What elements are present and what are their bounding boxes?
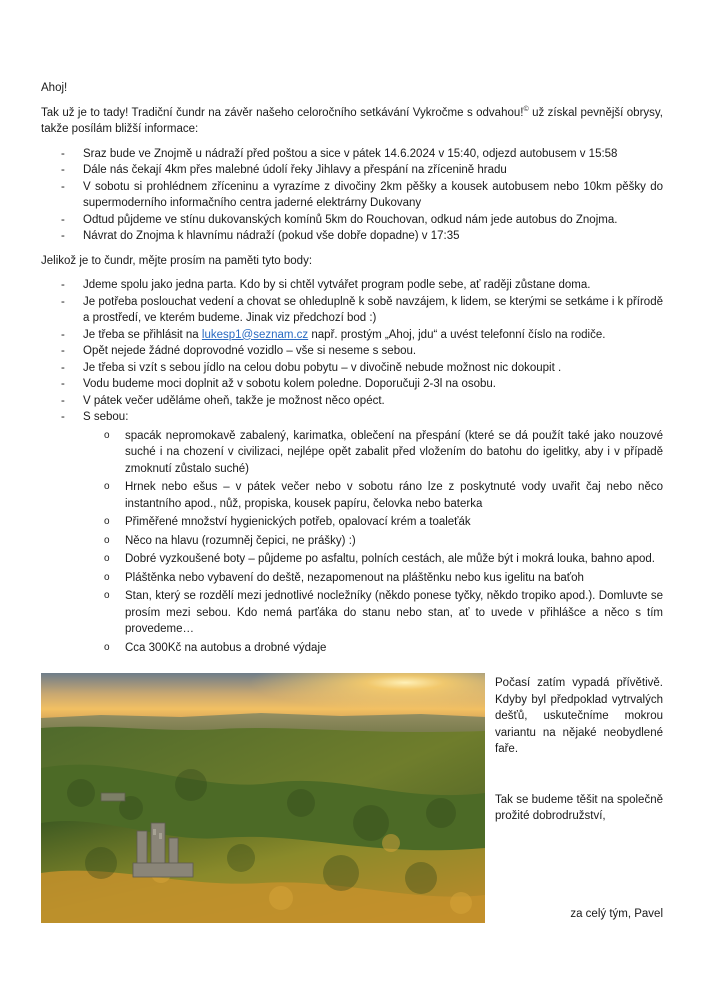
packing-item: o Přiměřené množství hygienických potřeb, opalovací krém a toaleťák [83,514,663,531]
rule-item: - V pátek večer uděláme oheň, takže je možnost něco opéct. [41,393,663,410]
letter-body [41,80,663,664]
rule-item-signup [41,327,663,344]
signup-text-before: Je třeba se přihlásit na [83,328,202,341]
packing-item: o Něco na hlavu (rozumněj čepici, ne prášky) :) [83,533,663,550]
rule-item-packing [41,409,663,656]
signup-text-after: např. prostým „Ahoj, jdu“ a uvést telefonní číslo na rodiče. [308,328,606,341]
copyright-mark: © [523,105,529,113]
packing-list [83,428,663,657]
rule-item: - Je potřeba poslouchat vedení a chovat se ohleduplně k sobě navzájem, k lidem, se kterými se setkáme i k přírodě a prostředí, ve kterém budeme. Jinak viz předchozí bod :) [41,294,663,327]
packing-item: o spacák nepromokavě zabalený, karimatka, oblečení na přespání (které se dá použít také jako nouzové suché i na chození v civilizaci, nejlépe opět zabalit před vložením do batohu do igelitky, aby i v případě zmoknutí zůstalo suché) [83,428,663,478]
rules-intro: Jelikož je to čundr, mějte prosím na paměti tyto body: [41,254,313,267]
intro-rest: už získal pevnější obrysy, takže posílám bližší informace: [41,106,663,135]
schedule-list [41,146,663,245]
rule-item: - Opět nejede žádné doprovodné vozidlo – vše si neseme s sebou. [41,343,663,360]
packing-item: o Hrnek nebo ešus – v pátek večer nebo v sobotu ráno lze z poskytnuté vody uvařit čaj nebo něco instantního apod., nůž, propiska, kousek papíru, čelovka nebo baterka [83,479,663,512]
packing-heading: S sebou: [83,411,129,423]
intro-paragraph [41,105,663,138]
schedule-item: - V sobotu si prohlédnem zříceninu a vyrazíme z divočiny 2km pěšky a kousek autobusem nebo 10km pěšky do supermoderního informačního centra jaderné elektrárny Dukovany [41,179,663,212]
schedule-item: - Návrat do Znojma k hlavnímu nádraží (pokud vše dobře dopadne) v 17:35 [41,228,663,245]
schedule-item: - Dále nás čekají 4km přes malebné údolí řeky Jihlavy a přespání na zřícenině hradu [41,162,663,179]
weather-text: Počasí zatím vypadá přívětivě. Kdyby byl předpoklad vytrvalých dešťů, uskutečníme mokrou variantu na nějaké neobydlené faře. [495,677,663,755]
schedule-item: - Sraz bude ve Znojmě u nádraží před poštou a sice v pátek 14.6.2024 v 15:40, odjezd autobusem v 15:58 [41,146,663,163]
packing-item: o Stan, který se rozdělí mezi jednotlivé nocležníky (někdo ponese tyčky, někdo tropiko apod.). Domluvte se prosím mezi sebou. Kdo nemá parťáka do stanu nebo stan, ať to uvede v přihlášce a něco s tím provedeme… [83,588,663,638]
rules-list [41,277,663,656]
landscape-illustration [41,673,485,923]
closing-text: Tak se budeme těšit na společně prožité dobrodružství, [495,793,663,822]
signature: za celý tým, Pavel [570,908,663,920]
packing-item: o Dobré vyzkoušené boty – půjdeme po asfaltu, polních cestách, ale může být i mokrá louka, bahno apod. [83,551,663,568]
packing-item: o Cca 300Kč na autobus a drobné výdaje [83,640,663,657]
rule-item: - Vodu budeme moci doplnit až v sobotu kolem poledne. Doporučuji 2-3l na osobu. [41,376,663,393]
rule-item: - Jdeme spolu jako jedna parta. Kdo by si chtěl vytvářet program podle sebe, ať raději zůstane doma. [41,277,663,294]
weather-note [495,675,663,825]
rule-item: - Je třeba si vzít s sebou jídlo na celou dobu pobytu – v divočině nebude možnost nic dokoupit . [41,360,663,377]
packing-item: o Pláštěnka nebo vybavení do deště, nezapomenout na pláštěnku nebo kus igelitu na baťoh [83,570,663,587]
greeting: Ahoj! [41,82,68,94]
intro-text: Tak už je to tady! Tradiční čundr na závěr našeho celoročního setkávání Vykročme s odvahou! [41,106,524,119]
schedule-item: - Odtud půjdeme ve stínu dukovanských komínů 5km do Rouchovan, odkud nám jede autobus do Znojma. [41,212,663,229]
signup-email-link[interactable]: lukesp1@seznam.cz [201,328,309,341]
castle-ruin-photo [41,673,485,923]
